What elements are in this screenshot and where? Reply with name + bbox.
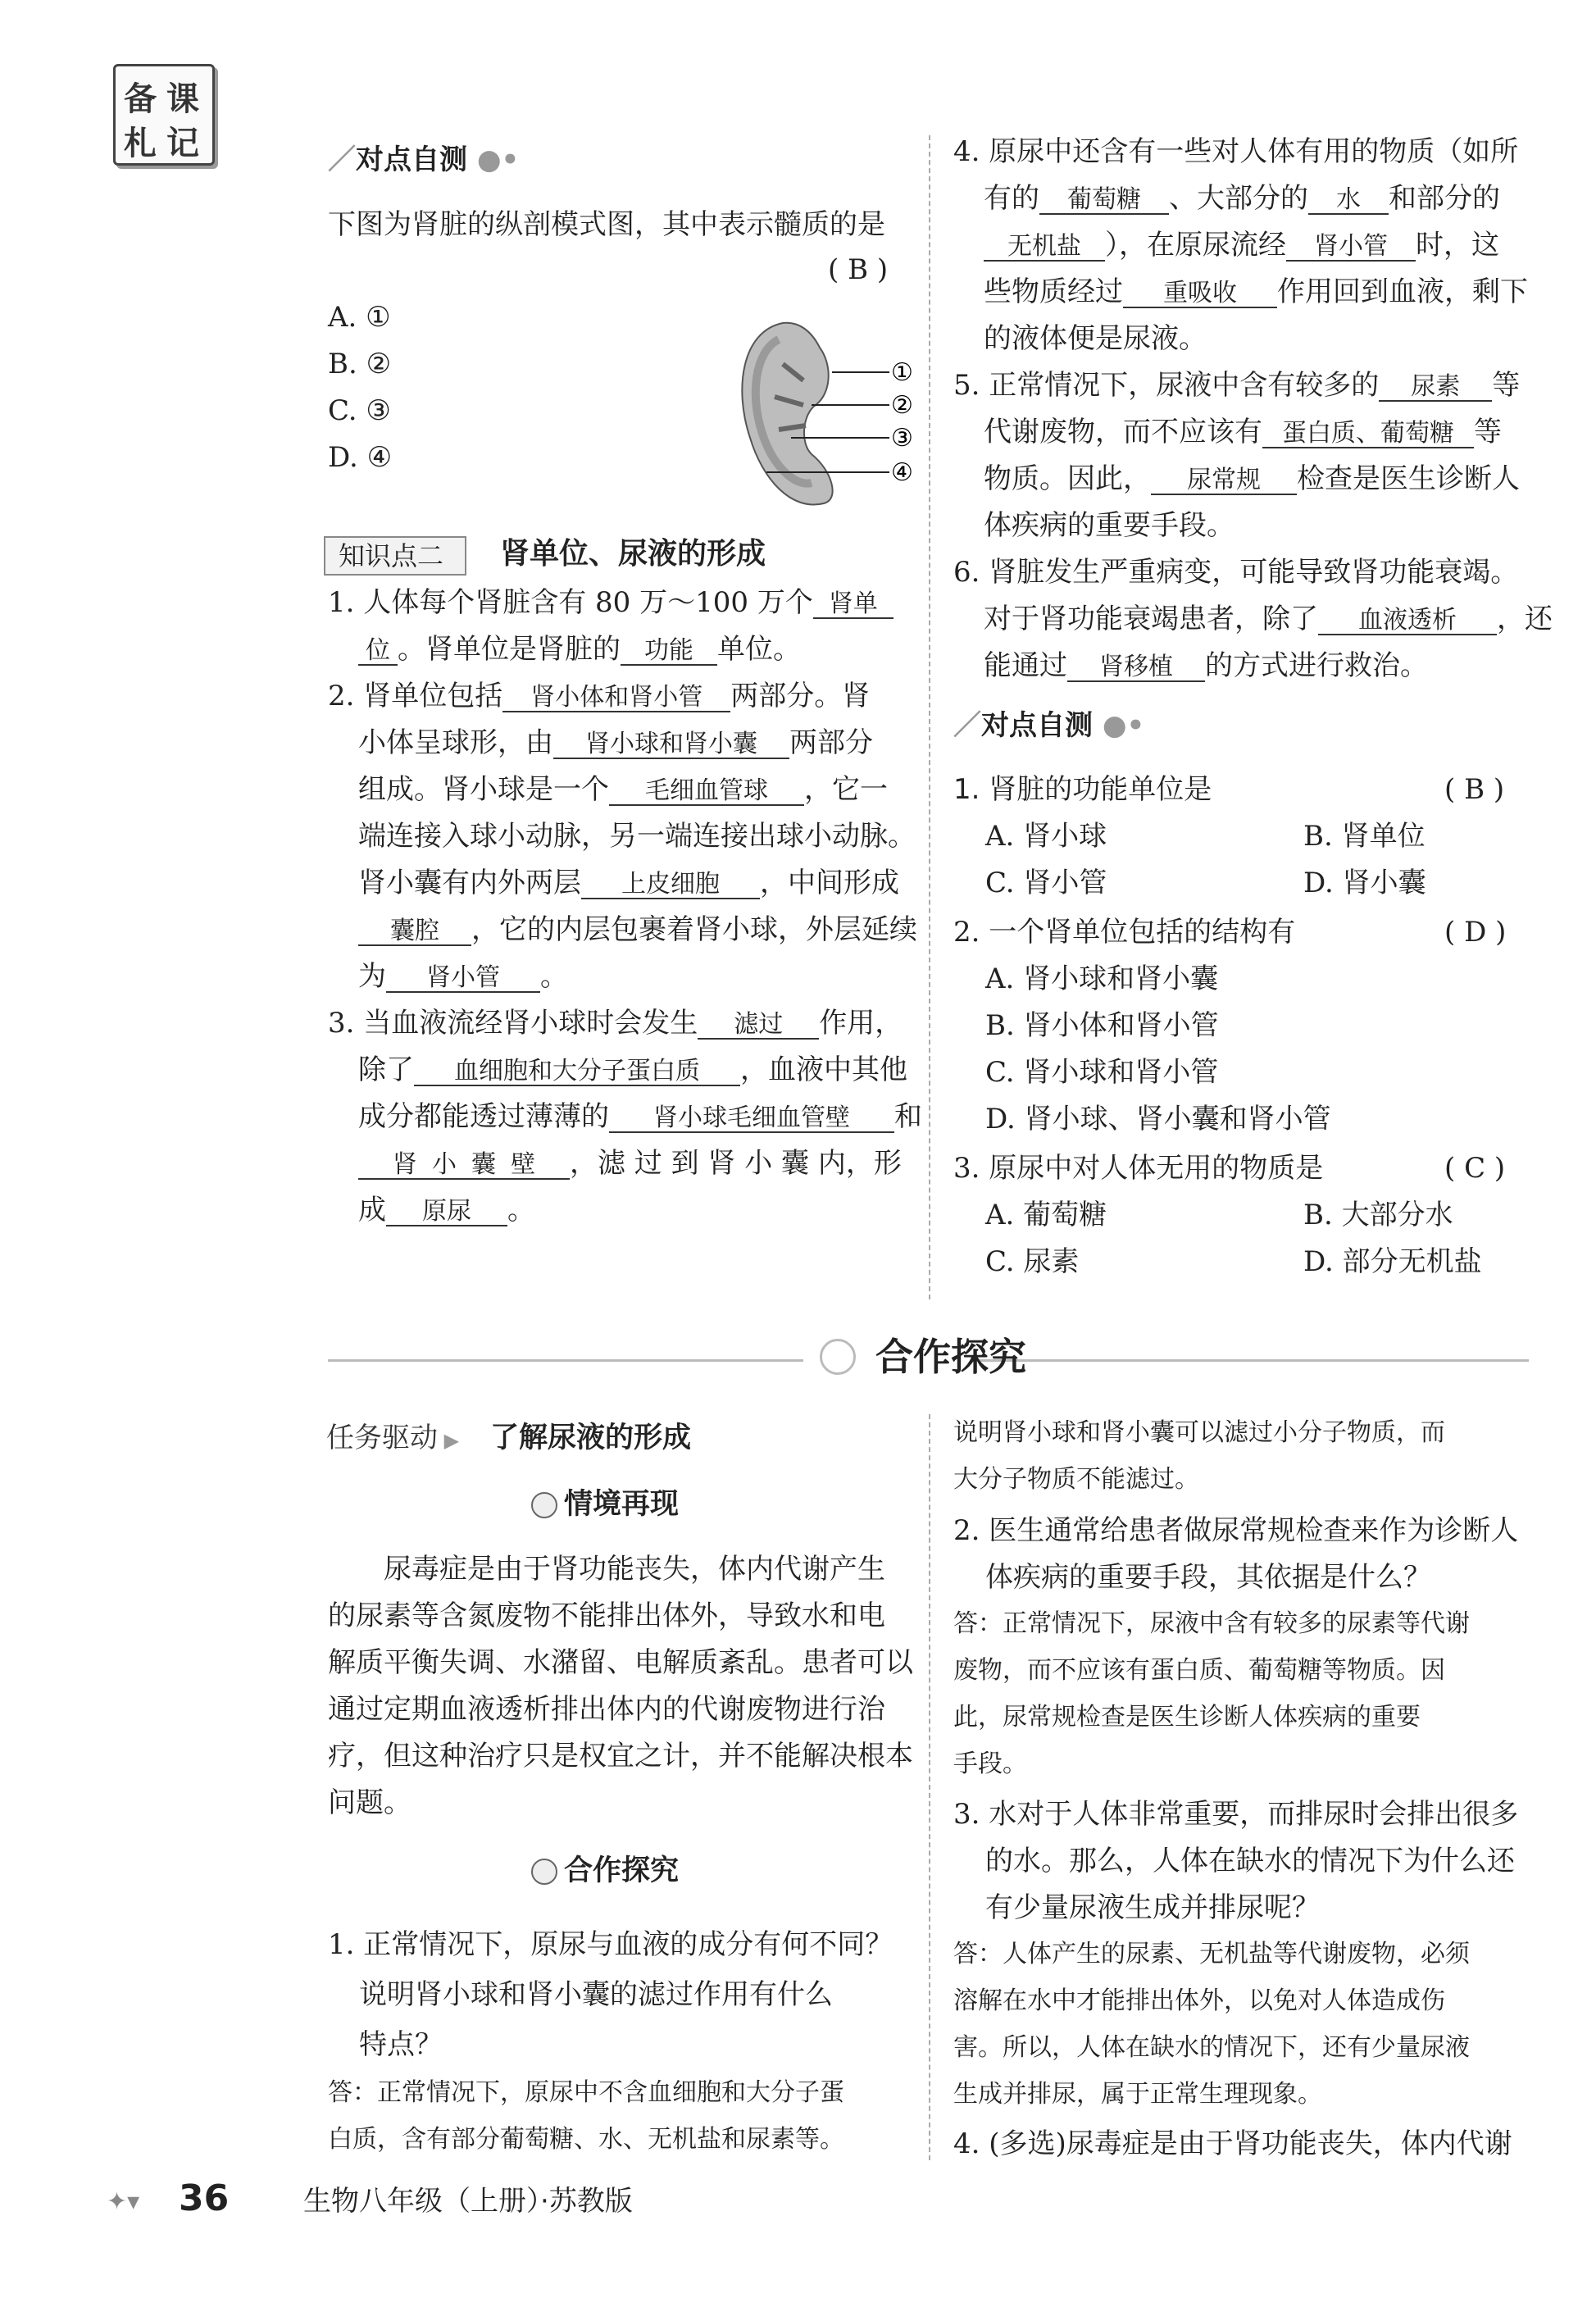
kp2-p2-line1: 2. 肾单位包括 肾小体和肾小管 两部分。肾 — [328, 680, 871, 712]
label-4: ④ — [891, 458, 913, 487]
rt-p4-line2: 有的 葡萄糖 、大部分的 水 和部分的 — [984, 182, 1500, 215]
question-text: 下图为肾脏的纵剖模式图，其中表示髓质的是 — [328, 208, 885, 241]
rb-a2-line: 废物，而不应该有蛋白质、葡萄糖等物质。因 — [953, 1656, 1445, 1685]
rb-a2-line: 此，尿常规检查是医生诊断人体疾病的重要 — [953, 1703, 1421, 1731]
scenario-line: 疗，但这种治疗只是权宜之计，并不能解决根本 — [328, 1740, 913, 1772]
rt-p6-line2: 对于肾功能衰竭患者，除了 血液透析 ，还 — [984, 603, 1553, 635]
rb-a2-line: 手段。 — [953, 1750, 1027, 1778]
magnifier-icon — [820, 1339, 856, 1375]
rb-a1-cont: 大分子物质不能滤过。 — [953, 1465, 1199, 1494]
scenario-heading: 情境再现 — [531, 1490, 679, 1519]
rt-q1-opt-c: C. 肾小管 — [985, 867, 1107, 899]
kp2-p3-line3: 成分都能透过薄薄的 肾小球毛细血管壁 和 — [358, 1100, 922, 1133]
lb-q1-line: 1. 正常情况下，原尿与血液的成分有何不同？ — [328, 1928, 893, 1961]
rb-q4-line: 4. (多选)尿毒症是由于肾功能丧失，体内代谢 — [953, 2127, 1512, 2160]
kp2-p2-line7: 为 肾小管 。 — [358, 960, 568, 993]
rt-q3-opt-d: D. 部分无机盐 — [1303, 1245, 1482, 1278]
kp2-p2-line5: 肾小囊有内外两层 上皮细胞 ，中间形成 — [358, 867, 899, 899]
rb-q2-line: 体疾病的重要手段，其依据是什么？ — [985, 1561, 1431, 1594]
option-a: A. ① — [328, 301, 391, 334]
scenario-line: 通过定期血液透析排出体内的代谢废物进行治 — [328, 1693, 885, 1726]
rt-p4-line5: 的液体便是尿液。 — [984, 322, 1207, 355]
logo-char: 记 — [166, 125, 199, 162]
scenario-line: 问题。 — [328, 1786, 412, 1819]
rt-q2-opt-b: B. 肾小体和肾小管 — [985, 1009, 1219, 1042]
option-c: C. ③ — [328, 394, 391, 427]
section-title: 合作探究 — [875, 1335, 1026, 1379]
task-title: 了解尿液的形成 — [490, 1422, 692, 1454]
rt-q3-answer: ( C ) — [1444, 1152, 1506, 1185]
rt-q1-opt-a: A. 肾小球 — [985, 820, 1107, 853]
lb-a1-line: 白质，含有部分葡萄糖、水、无机盐和尿素等。 — [328, 2125, 844, 2154]
logo-char: 札 — [124, 125, 157, 162]
rt-q1-opt-b: B. 肾单位 — [1303, 820, 1425, 853]
rb-a3-line: 答：人体产生的尿素、无机盐等代谢废物，必须 — [953, 1940, 1470, 1968]
rt-q3-opt-b: B. 大部分水 — [1303, 1199, 1453, 1231]
logo-char: 课 — [166, 80, 199, 118]
self-test-heading: ／对点自测 ●• — [328, 143, 520, 176]
rt-p5-line1: 5. 正常情况下，尿液中含有较多的 尿素 等 — [953, 369, 1521, 402]
kp2-tag: 知识点二 — [324, 536, 466, 576]
kp2-p1-line1: 1. 人体每个肾脏含有 80 万～100 万个 肾单 — [328, 589, 893, 619]
rt-q1-answer: ( B ) — [1444, 773, 1505, 806]
section-rule-right — [971, 1359, 1529, 1362]
column-divider-bottom — [929, 1414, 930, 2160]
kp2-p2-line6: 囊腔 ，它的内层包裹着肾小球，外层延续 — [358, 916, 917, 946]
rt-q3-opt-c: C. 尿素 — [985, 1245, 1080, 1278]
rb-q3-line: 有少量尿液生成并排尿呢？ — [985, 1891, 1320, 1924]
kp2-p2-line3: 组成。肾小球是一个 毛细血管球 ，它一 — [358, 773, 888, 806]
rt-q1-stem: 1. 肾脏的功能单位是 — [953, 773, 1212, 806]
kp2-p3-line5: 成 原尿 。 — [358, 1194, 535, 1226]
rb-q3-line: 3. 水对于人体非常重要，而排尿时会排出很多 — [953, 1798, 1519, 1831]
rt-q2-stem: 2. 一个肾单位包括的结构有 — [953, 916, 1296, 949]
rb-q3-line: 的水。那么，人体在缺水的情况下为什么还 — [985, 1845, 1515, 1877]
scenario-line: 尿毒症是由于肾功能丧失，体内代谢产生 — [384, 1553, 885, 1586]
kp2-p2-line2: 小体呈球形，由 肾小球和肾小囊 两部分 — [358, 726, 873, 759]
rb-a3-line: 溶解在水中才能排出体外，以免对人体造成伤 — [953, 1986, 1445, 2015]
answer-bracket: ( B ) — [828, 253, 889, 286]
rb-a3-line: 害。所以，人体在缺水的情况下，还有少量尿液 — [953, 2033, 1470, 2062]
kp2-p3-line1: 3. 当血液流经肾小球时会发生 滤过 作用， — [328, 1007, 903, 1040]
rt-q2-opt-c: C. 肾小球和肾小管 — [985, 1056, 1219, 1089]
scenario-icon — [531, 1492, 557, 1518]
lb-q1-line: 说明肾小球和肾小囊的滤过作用有什么 — [359, 1978, 833, 2011]
rb-a3-line: 生成并排尿，属于正常生理现象。 — [953, 2080, 1322, 2109]
rb-q2-line: 2. 医生通常给患者做尿常规检查来作为诊断人 — [953, 1514, 1519, 1547]
kidney-diagram — [734, 315, 930, 520]
rt-q1-opt-d: D. 肾小囊 — [1303, 867, 1426, 899]
page-number: 36 — [179, 2177, 230, 2219]
rt-p6-line3: 能通过 肾移植 的方式进行救治。 — [984, 649, 1428, 682]
rt-p4-line4: 些物质经过 重吸收 作用回到血液，剩下 — [984, 275, 1528, 308]
kp2-p3-line4: 肾 小 囊 壁 ，滤 过 到 肾 小 囊 内，形 — [358, 1149, 902, 1180]
option-d: D. ④ — [328, 441, 393, 474]
footer-decoration-icon: ✦▾ — [107, 2187, 140, 2216]
label-1: ① — [891, 358, 913, 387]
scenario-line: 解质平衡失调、水潴留、电解质紊乱。患者可以 — [328, 1646, 913, 1679]
rt-self-test-heading: ／对点自测 ●• — [953, 709, 1145, 742]
explore-heading: 合作探究 — [531, 1857, 679, 1886]
label-2: ② — [891, 391, 913, 420]
rt-p6-line1: 6. 肾脏发生严重病变，可能导致肾功能衰竭。 — [953, 556, 1519, 589]
kp2-p2-line4: 端连接入球小动脉，另一端连接出球小动脉。 — [358, 820, 916, 853]
scenario-line: 的尿素等含氮废物不能排出体外，导致水和电 — [328, 1599, 885, 1632]
lb-q1-line: 特点？ — [359, 2028, 443, 2061]
rt-q3-stem: 3. 原尿中对人体无用的物质是 — [953, 1152, 1324, 1185]
rt-p5-line3: 物质。因此， 尿常规 检查是医生诊断人 — [984, 462, 1520, 495]
kp2-p3-line2: 除了 血细胞和大分子蛋白质 ，血液中其他 — [358, 1053, 907, 1086]
rt-q2-opt-a: A. 肾小球和肾小囊 — [985, 962, 1219, 995]
task-label: 任务驱动 ▶ — [326, 1422, 460, 1454]
column-divider-top — [929, 135, 930, 1299]
rt-p4-line3: 无机盐 ），在原尿流经 肾小管 时，这 — [984, 231, 1499, 262]
rt-q2-opt-d: D. 肾小球、肾小囊和肾小管 — [985, 1103, 1331, 1135]
kp2-p1-line2: 位 。肾单位是肾脏的 功能 单位。 — [358, 635, 801, 666]
rt-p5-line4: 体疾病的重要手段。 — [984, 509, 1235, 542]
label-3: ③ — [891, 424, 913, 453]
kp2-title: 肾单位、尿液的形成 — [500, 537, 766, 571]
option-b: B. ② — [328, 348, 392, 380]
rt-q2-answer: ( D ) — [1444, 916, 1507, 949]
book-title: 生物八年级（上册）·苏教版 — [303, 2185, 633, 2218]
rb-a1-cont: 说明肾小球和肾小囊可以滤过小分子物质，而 — [953, 1418, 1445, 1447]
section-rule-left — [328, 1359, 803, 1362]
rt-p4-line1: 4. 原尿中还含有一些对人体有用的物质（如所 — [953, 135, 1519, 168]
rb-a2-line: 答：正常情况下，尿液中含有较多的尿素等代谢 — [953, 1609, 1470, 1638]
explore-icon — [531, 1859, 557, 1885]
logo-char: 备 — [124, 80, 157, 118]
logo-stamp — [113, 64, 215, 166]
lb-a1-line: 答：正常情况下，原尿中不含血细胞和大分子蛋 — [328, 2078, 844, 2107]
rt-p5-line2: 代谢废物，而不应该有 蛋白质、葡萄糖 等 — [984, 416, 1502, 448]
rt-q3-opt-a: A. 葡萄糖 — [985, 1199, 1107, 1231]
